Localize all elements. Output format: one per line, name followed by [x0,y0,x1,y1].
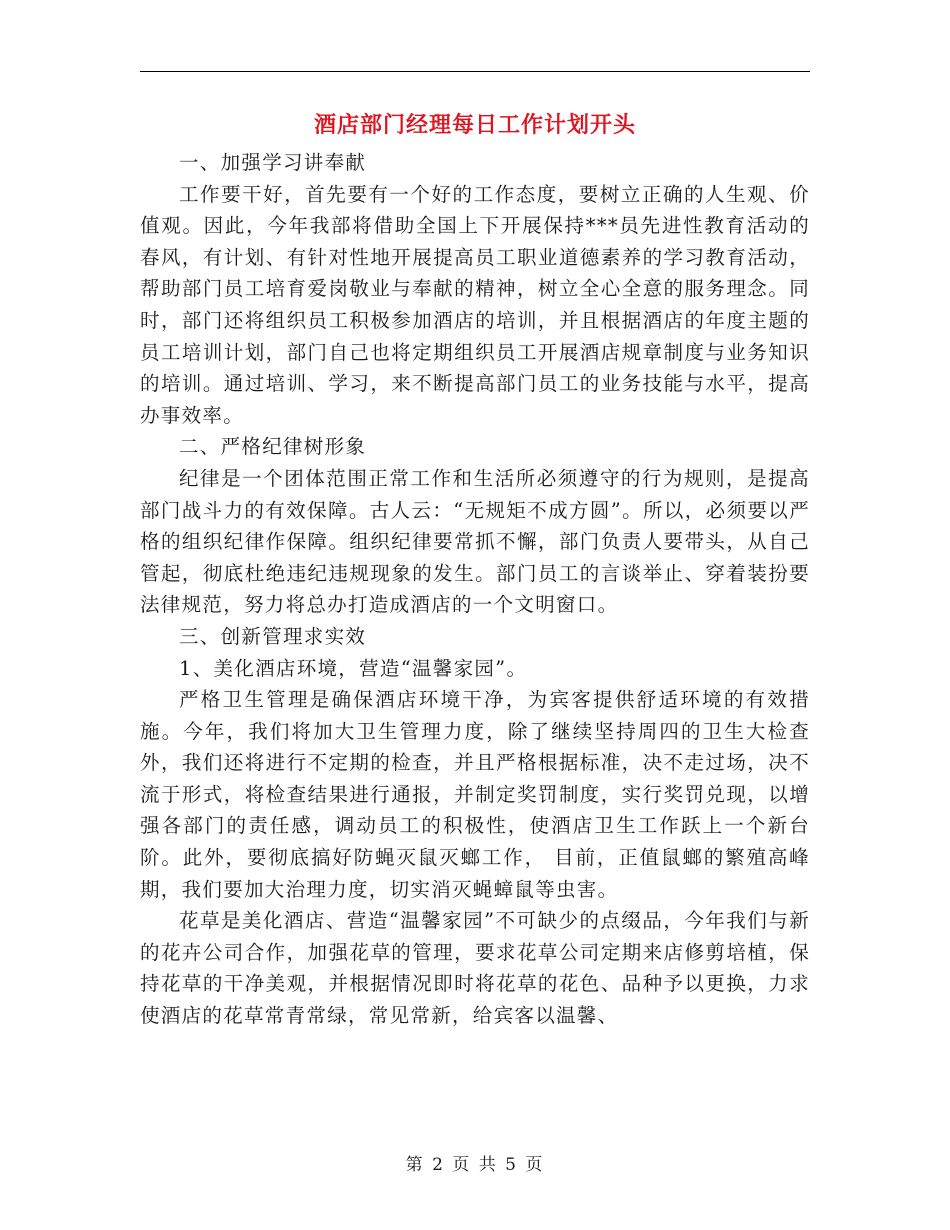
section-heading-3: 三、创新管理求实效 [179,624,367,648]
paragraph-study: 工作要干好，首先要有一个好的工作态度，要树立正确的人生观、价值观。因此，今年我部将借助全国上下开展保持***员先进性教育活动的春风，有计划、有针对性地开展提高员工职业道德素养的学习教育活动，帮助部门员工培育爱岗敬业与奉献的精神，树立全心全意的服务理念。同时，部门还将组织员工积极参加酒店的培训，并且根据酒店的年度主题的员工培训计划，部门自己也将定期组织员工开展酒店规章制度与业务知识的培训。通过培训、学习，来不断提高部门员工的业务技能与水平，提高办事效率。 [140,182,810,427]
paragraph-flowers: 花草是美化酒店、营造“温馨家园”不可缺少的点缀品，今年我们与新的花卉公司合作，加强花草的管理，要求花草公司定期来店修剪培植，保持花草的干净美观，并根据情况即时将花草的花色、品种予以更换，力求使酒店的花草常青常绿，常见常新，给宾客以温馨、 [140,909,810,1028]
paragraph-hygiene: 严格卫生管理是确保酒店环境干净，为宾客提供舒适环境的有效措施。今年，我们将加大卫生管理力度，除了继续坚持周四的卫生大检查外，我们还将进行不定期的检查，并且严格根据标准，决不走过场，决不流于形式，将检查结果进行通报，并制定奖罚制度，实行奖罚兑现，以增强各部门的责任感，调动员工的积极性，使酒店卫生工作跃上一个新台阶。此外，要彻底搞好防蝇灭鼠灭螂工作， 目前，正值鼠螂的繁殖高峰期，我们要加大治理力度，切实消灭蝇蟑鼠等虫害。 [140,688,810,901]
document-body [140,147,810,1032]
paragraph-discipline: 纪律是一个团体范围正常工作和生活所必须遵守的行为规则，是提高部门战斗力的有效保障。古人云：“无规矩不成方圆”。所以，必须要以严格的组织纪律作保障。组织纪律要常抓不懈，部门负责人要带头，从自己管起，彻底杜绝违纪违规现象的发生。部门员工的言谈举止、穿着装扮要法律规范，努力将总办打造成酒店的一个文明窗口。 [140,466,810,617]
section-heading-1: 一、加强学习讲奉献 [179,151,367,174]
document-title: 酒店部门经理每日工作计划开头 [313,112,636,138]
section-heading-2: 二、严格纪律树形象 [179,435,367,459]
page-number-footer: 第 2 页 共 5 页 [405,1155,545,1175]
header-rule [140,71,810,72]
subsection-heading-1: 1、美化酒店环境，营造“温馨家园”。 [179,656,528,680]
